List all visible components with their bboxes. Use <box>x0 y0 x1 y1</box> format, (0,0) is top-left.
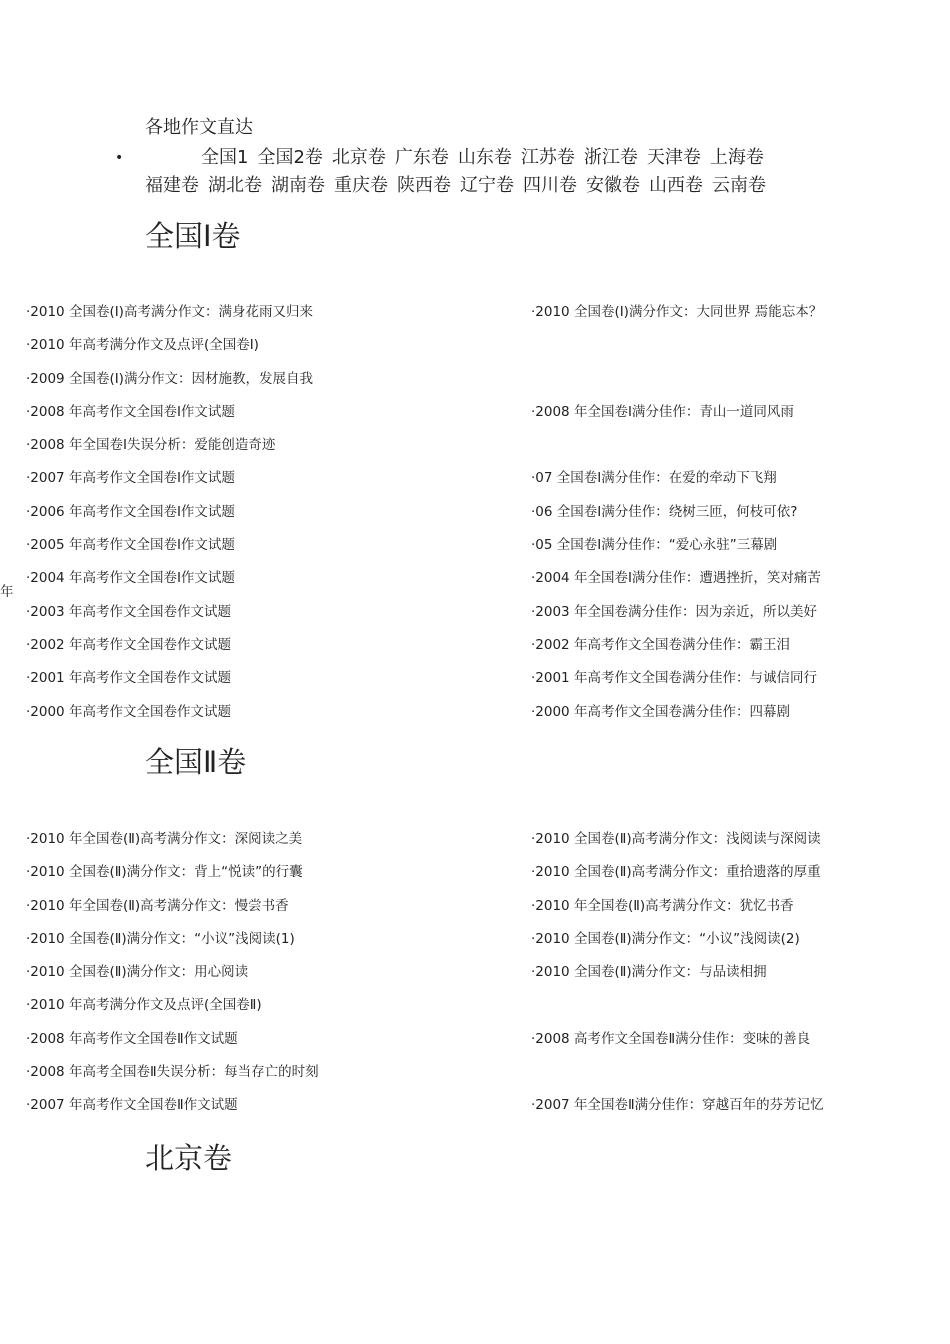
article-link[interactable]: ·2007 年高考作文全国卷Ⅰ作文试题 <box>26 470 235 487</box>
region-link[interactable]: 广东卷 <box>394 147 449 168</box>
list-row <box>26 1093 926 1126</box>
region-link[interactable]: 北京卷 <box>331 147 386 168</box>
article-link[interactable]: ·2009 全国卷(Ⅰ)满分作文：因材施教，发展自我 <box>26 370 313 387</box>
article-link[interactable]: ·2010 全国卷(Ⅱ)满分作文：背上“悦读”的行囊 <box>26 864 303 881</box>
article-link[interactable]: ·2010 全国卷(Ⅰ)高考满分作文：满身花雨又归来 <box>26 304 313 320</box>
stray-char: 年 <box>0 584 14 600</box>
list-row <box>26 993 926 1026</box>
region-link[interactable]: 四川卷 <box>523 175 577 196</box>
list-row <box>26 367 926 400</box>
article-link[interactable]: ·2000 年高考作文全国卷满分佳作：四幕剧 <box>531 703 790 720</box>
article-link[interactable]: ·2002 年高考作文全国卷满分佳作：霸王泪 <box>531 636 790 653</box>
article-link[interactable]: ·2010 全国卷(Ⅱ)高考满分作文：重拾遗落的厚重 <box>531 864 821 881</box>
article-link[interactable]: ·2001 年高考作文全国卷作文试题 <box>26 670 231 687</box>
article-link[interactable]: ·2002 年高考作文全国卷作文试题 <box>26 636 231 653</box>
article-link[interactable]: ·2010 年高考满分作文及点评(全国卷Ⅰ) <box>26 337 259 354</box>
region-link[interactable]: 天津卷 <box>646 147 701 168</box>
bullet: • <box>115 150 124 166</box>
article-link[interactable]: ·2003 年全国卷满分佳作：因为亲近，所以美好 <box>531 603 817 620</box>
article-link[interactable]: ·2010 年全国卷(Ⅱ)高考满分作文：慢尝书香 <box>26 897 289 914</box>
article-link[interactable]: ·2010 全国卷(Ⅱ)满分作文：“小议”浅阅读(1) <box>26 930 295 947</box>
article-link[interactable]: ·2007 年高考作文全国卷Ⅱ作文试题 <box>26 1097 238 1114</box>
list-row <box>26 433 926 466</box>
list-row <box>26 960 926 993</box>
article-link[interactable]: ·2010 年全国卷(Ⅱ)高考满分作文：深阅读之美 <box>26 831 303 847</box>
list-row <box>26 894 926 927</box>
list-row <box>26 827 926 860</box>
region-link[interactable]: 全国1 <box>201 147 249 168</box>
article-link[interactable]: ·2001 年高考作文全国卷满分佳作：与诚信同行 <box>531 670 817 687</box>
region-link[interactable]: 江苏卷 <box>520 147 575 168</box>
article-link[interactable]: ·2006 年高考作文全国卷Ⅰ作文试题 <box>26 503 235 520</box>
list-row <box>26 400 926 433</box>
list-row <box>26 566 926 599</box>
section-title-national-2: 全国Ⅱ卷 <box>145 745 247 779</box>
article-list-national-2 <box>26 827 926 1127</box>
region-link[interactable]: 上海卷 <box>709 147 764 168</box>
article-link[interactable]: ·05 全国卷Ⅰ满分佳作：“爱心永驻”三幕剧 <box>531 537 778 554</box>
list-row <box>26 333 926 366</box>
article-link[interactable]: ·07 全国卷Ⅰ满分佳作：在爱的牵动下飞翔 <box>531 470 777 487</box>
region-link[interactable]: 山西卷 <box>649 175 703 196</box>
article-link[interactable]: ·2003 年高考作文全国卷作文试题 <box>26 603 231 620</box>
article-link[interactable]: ·2007 年全国卷Ⅱ满分佳作：穿越百年的芬芳记忆 <box>531 1097 824 1114</box>
region-nav-row-1 <box>145 143 773 169</box>
article-link[interactable]: ·2008 年全国卷Ⅰ满分佳作：青山一道同风雨 <box>531 403 794 420</box>
region-link[interactable]: 浙江卷 <box>583 147 638 168</box>
article-link[interactable]: ·2005 年高考作文全国卷Ⅰ作文试题 <box>26 537 235 554</box>
article-link[interactable]: ·2010 全国卷(Ⅱ)满分作文：与品读相拥 <box>531 964 767 981</box>
region-link[interactable]: 陕西卷 <box>397 175 451 196</box>
region-link[interactable]: 湖南卷 <box>271 175 325 196</box>
article-link[interactable]: ·2010 年高考满分作文及点评(全国卷Ⅱ) <box>26 997 262 1014</box>
list-row <box>26 1060 926 1093</box>
region-link[interactable]: 湖北卷 <box>208 175 262 196</box>
list-row <box>26 1027 926 1060</box>
list-row <box>26 633 926 666</box>
list-row <box>26 466 926 499</box>
list-row <box>26 500 926 533</box>
region-link[interactable]: 辽宁卷 <box>460 175 514 196</box>
region-link[interactable]: 重庆卷 <box>334 175 388 196</box>
intro-title: 各地作文直达 <box>145 117 253 138</box>
section-title-national-1: 全国Ⅰ卷 <box>145 219 241 253</box>
article-link[interactable]: ·2010 全国卷(Ⅱ)高考满分作文：浅阅读与深阅读 <box>531 831 821 847</box>
article-link[interactable]: ·2004 年高考作文全国卷Ⅰ作文试题 <box>26 570 235 587</box>
list-row <box>26 700 926 733</box>
article-link[interactable]: ·2004 年全国卷Ⅰ满分佳作：遭遇挫折，笑对痛苦 <box>531 570 821 587</box>
article-link[interactable]: ·2008 年高考作文全国卷Ⅱ作文试题 <box>26 1030 238 1047</box>
article-link[interactable]: ·2010 全国卷(Ⅱ)满分作文：用心阅读 <box>26 964 249 981</box>
list-row <box>26 533 926 566</box>
article-link[interactable]: ·2008 年全国卷Ⅰ失误分析：爱能创造奇迹 <box>26 437 276 454</box>
article-link[interactable]: ·06 全国卷Ⅰ满分佳作：绕树三匝，何枝可依? <box>531 503 798 520</box>
region-link[interactable]: 全国2卷 <box>257 147 323 168</box>
region-link[interactable]: 云南卷 <box>712 175 766 196</box>
article-link[interactable]: ·2008 年高考全国卷Ⅱ失误分析：每当存亡的时刻 <box>26 1064 319 1081</box>
list-row <box>26 300 926 333</box>
section-title-beijing: 北京卷 <box>145 1141 233 1175</box>
article-link[interactable]: ·2010 年全国卷(Ⅱ)高考满分作文：犹忆书香 <box>531 897 794 914</box>
list-row <box>26 927 926 960</box>
article-link[interactable]: ·2010 全国卷(Ⅱ)满分作文：“小议”浅阅读(2) <box>531 930 800 947</box>
article-list-national-1 <box>26 300 926 733</box>
list-row <box>26 860 926 893</box>
region-link[interactable]: 山东卷 <box>457 147 512 168</box>
article-link[interactable]: ·2008 高考作文全国卷Ⅱ满分佳作：变味的善良 <box>531 1030 811 1047</box>
list-row <box>26 600 926 633</box>
list-row <box>26 666 926 699</box>
region-link[interactable]: 福建卷 <box>145 175 199 196</box>
article-link[interactable]: ·2008 年高考作文全国卷Ⅰ作文试题 <box>26 403 235 420</box>
article-link[interactable]: ·2010 全国卷(Ⅰ)满分作文：大同世界 焉能忘本？ <box>531 304 823 320</box>
region-nav-row-2 <box>145 171 775 197</box>
region-link[interactable]: 安徽卷 <box>586 175 640 196</box>
article-link[interactable]: ·2000 年高考作文全国卷作文试题 <box>26 703 231 720</box>
